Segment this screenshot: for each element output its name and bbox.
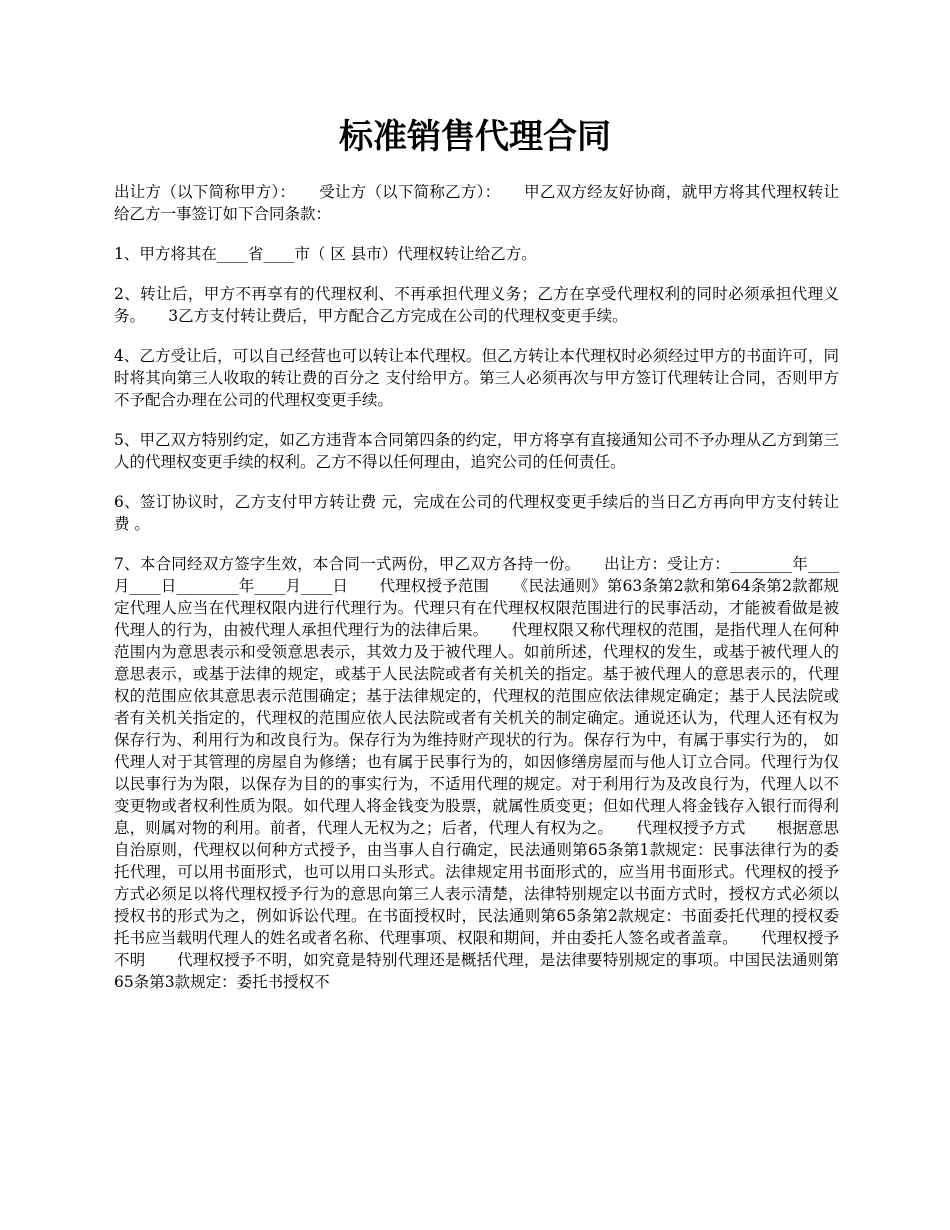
paragraph-clause-7-and-notes: 7、本合同经双方签字生效，本合同一式两份，甲乙双方各持一份。 出让方：受让方：________年____月____日________年____月____日 代理权授予范围 《民法通则》第63条第2款和第64条第2款都规定代理人应当在代理权限内进行代理行为。代理只有在代理权权限范围进行的民事活动，才能被看做是被代理人的行为，由被代理人承担代理行为的法律后果。 代理权限又称代理权的范围，是指代理人在何种范围内为意思表示和受领意思表示，其效力及于被代理人。如前所述，代理权的发生，或基于被代理人的意思表示，或基于法律的规定，或基于人民法院或者有关机关的指定。基于被代理人的意思表示的，代理权的范围应依其意思表示范围确定；基于法律规定的，代理权的范围应依法律规定确定；基于人民法院或者有关机关指定的，代理权的范围应依人民法院或者有关机关的制定确定。通说还认为，代理人还有权为保存行为、利用行为和改良行为。保存行为为维持财产现状的行为。保存行为中，有属于事实行为的， 如代理人对于其管理的房屋自为修缮；也有属于民事行为的，如因修缮房屋而与他人订立合同。代理行为仅以民事行为为限，以保存为目的的事实行为，不适用代理的规定。对于利用行为及改良行为，代理人以不变更物或者权利性质为限。如代理人将金钱变为股票，就属性质变更；但如代理人将金钱存入银行而得利息，则属对物的利用。前者，代理人无权为之；后者，代理人有权为之。 代理权授予方式 根据意思自治原则，代理权以何种方式授予，由当事人自行确定，民法通则第65条第1款规定：民事法律行为的委托代理，可以用书面形式，也可以用口头形式。法律规定用书面形式的，应当用书面形式。代理权的授予方式必须足以将代理权授予行为的意思向第三人表示清楚，法律特别规定以书面方式时，授权方式必须以授权书的形式为之，例如诉讼代理。在书面授权时，民法通则第65条第2款规定：书面委托代理的授权委托书应当载明代理人的姓名或者名称、代理事项、权限和期间，并由委托人签名或者盖章。 代理权授予不明 代理权授予不明，如究竟是特别代理还是概括代理，是法律要特别规定的事项。中国民法通则第65条第3款规定：委托书授权不	[114, 555, 839, 991]
document-title: 标准销售代理合同	[339, 117, 611, 157]
paragraph-clause-2-3: 2、转让后，甲方不再享有的代理权利、不再承担代理义务；乙方在享受代理权利的同时必须承担代理义务。 3乙方支付转让费后，甲方配合乙方完成在公司的代理权变更手续。	[114, 285, 839, 325]
paragraph-clause-1: 1、甲方将其在____省____市（ 区 县市）代理权转让给乙方。	[114, 245, 537, 263]
paragraph-clause-4: 4、乙方受让后，可以自己经营也可以转让本代理权。但乙方转让本代理权时必须经过甲方的书面许可，同时将其向第三人收取的转让费的百分之 支付给甲方。第三人必须再次与甲方签订代理转让合同，否则甲方不予配合办理在公司的代理权变更手续。	[114, 347, 839, 409]
paragraph-clause-6: 6、签订协议时，乙方支付甲方转让费 元，完成在公司的代理权变更手续后的当日乙方再向甲方支付转让费 。	[114, 493, 839, 533]
paragraph-clause-5: 5、甲乙双方特别约定，如乙方违背本合同第四条的约定，甲方将享有直接通知公司不予办理从乙方到第三人的代理权变更手续的权利。乙方不得以任何理由，追究公司的任何责任。	[114, 431, 839, 471]
paragraph-parties: 出让方（以下简称甲方）： 受让方（以下简称乙方）： 甲乙双方经友好协商，就甲方将其代理权转让给乙方一事签订如下合同条款：	[114, 183, 839, 223]
document-body	[114, 181, 839, 993]
